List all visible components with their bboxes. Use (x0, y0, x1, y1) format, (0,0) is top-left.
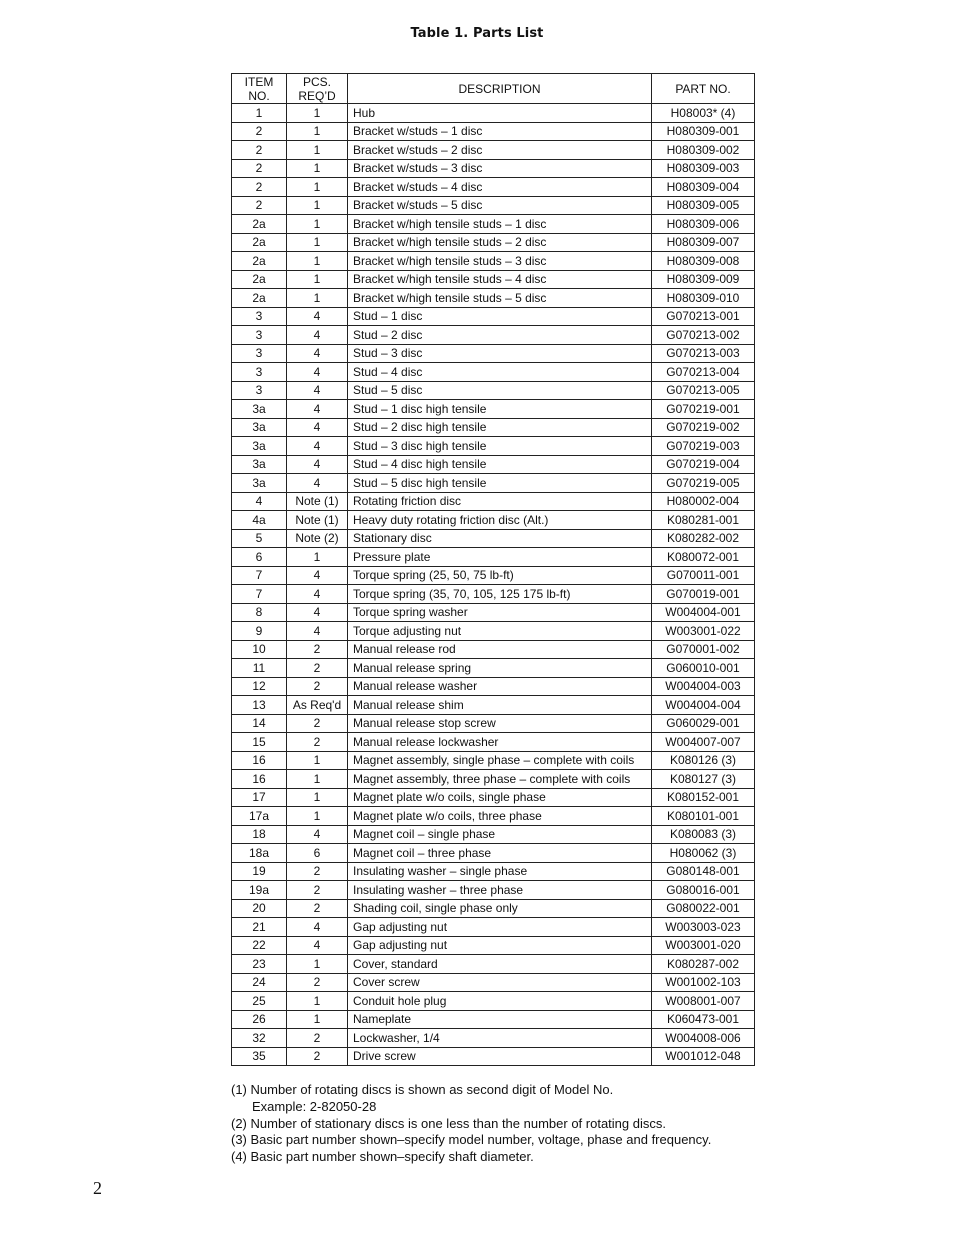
item-no-cell: 21 (232, 918, 287, 937)
description-cell: Bracket w/studs – 3 disc (348, 159, 652, 178)
table-row (232, 492, 755, 511)
pcs-reqd-cell: 4 (287, 381, 348, 400)
item-no-cell: 2 (232, 141, 287, 160)
pcs-reqd-cell: 1 (287, 807, 348, 826)
item-no-cell: 2 (232, 178, 287, 197)
table-row (232, 307, 755, 326)
part-no-cell: G070219-005 (652, 474, 755, 493)
description-cell: Bracket w/studs – 4 disc (348, 178, 652, 197)
item-no-cell: 13 (232, 696, 287, 715)
part-no-cell: G080022-001 (652, 899, 755, 918)
description-cell: Torque spring (35, 70, 105, 125 175 lb-ft) (348, 585, 652, 604)
part-no-cell: K080152-001 (652, 788, 755, 807)
description-cell: Manual release rod (348, 640, 652, 659)
table-row (232, 918, 755, 937)
pcs-reqd-cell: 4 (287, 585, 348, 604)
item-no-cell: 5 (232, 529, 287, 548)
page-number: 2 (93, 1178, 102, 1198)
part-no-cell: G070213-002 (652, 326, 755, 345)
part-no-cell: H080309-003 (652, 159, 755, 178)
pcs-reqd-cell: 1 (287, 122, 348, 141)
table-row (232, 1047, 755, 1066)
description-cell: Stud – 4 disc (348, 363, 652, 382)
part-no-cell: H080309-010 (652, 289, 755, 308)
table-row (232, 733, 755, 752)
table-row (232, 899, 755, 918)
part-no-cell: W004007-007 (652, 733, 755, 752)
item-no-cell: 3a (232, 437, 287, 456)
description-cell: Magnet coil – single phase (348, 825, 652, 844)
table-row (232, 566, 755, 585)
description-cell: Conduit hole plug (348, 992, 652, 1011)
item-no-cell: 16 (232, 751, 287, 770)
table-row (232, 159, 755, 178)
pcs-reqd-cell: Note (1) (287, 511, 348, 530)
table-row (232, 270, 755, 289)
item-no-cell: 24 (232, 973, 287, 992)
item-no-cell: 4 (232, 492, 287, 511)
table-row (232, 437, 755, 456)
part-no-cell: W003003-023 (652, 918, 755, 937)
table-row (232, 714, 755, 733)
description-cell: Manual release washer (348, 677, 652, 696)
pcs-reqd-cell: 1 (287, 104, 348, 123)
column-header-description: DESCRIPTION (348, 74, 652, 104)
pcs-reqd-cell: 6 (287, 844, 348, 863)
item-no-cell: 2a (232, 215, 287, 234)
pcs-reqd-cell: 4 (287, 918, 348, 937)
part-no-cell: H080309-005 (652, 196, 755, 215)
part-no-cell: G070219-001 (652, 400, 755, 419)
part-no-cell: G070213-004 (652, 363, 755, 382)
table-row (232, 603, 755, 622)
description-cell: Pressure plate (348, 548, 652, 567)
pcs-reqd-cell: 1 (287, 548, 348, 567)
pcs-reqd-cell: 1 (287, 141, 348, 160)
item-no-cell: 8 (232, 603, 287, 622)
description-cell: Rotating friction disc (348, 492, 652, 511)
footnote-2: (2) Number of stationary discs is one less than the number of rotating discs. (231, 1115, 666, 1131)
part-no-cell: G070019-001 (652, 585, 755, 604)
footnote-4: (4) Basic part number shown–specify shaft diameter. (231, 1149, 534, 1165)
table-row (232, 622, 755, 641)
description-cell: Bracket w/high tensile studs – 2 disc (348, 233, 652, 252)
pcs-reqd-cell: 4 (287, 400, 348, 419)
item-no-cell: 18 (232, 825, 287, 844)
pcs-reqd-cell: 4 (287, 455, 348, 474)
table-row (232, 104, 755, 123)
pcs-reqd-cell: 2 (287, 862, 348, 881)
table-row (232, 344, 755, 363)
item-no-cell: 32 (232, 1029, 287, 1048)
description-cell: Nameplate (348, 1010, 652, 1029)
pcs-reqd-cell: 4 (287, 603, 348, 622)
description-cell: Insulating washer – single phase (348, 862, 652, 881)
item-no-cell: 1 (232, 104, 287, 123)
pcs-reqd-cell: 4 (287, 418, 348, 437)
pcs-reqd-cell: 2 (287, 659, 348, 678)
part-no-cell: H080062 (3) (652, 844, 755, 863)
description-cell: Lockwasher, 1/4 (348, 1029, 652, 1048)
table-row (232, 881, 755, 900)
footnote-3: (3) Basic part number shown–specify model number, voltage, phase and frequency. (231, 1132, 712, 1148)
table-row (232, 1010, 755, 1029)
pcs-reqd-cell: 1 (287, 770, 348, 789)
footnote-1-example: Example: 2-82050-28 (252, 1098, 377, 1114)
parts-table-body (232, 104, 755, 1066)
item-no-cell: 3 (232, 307, 287, 326)
item-no-cell: 23 (232, 955, 287, 974)
item-no-cell: 2a (232, 289, 287, 308)
item-no-cell: 20 (232, 899, 287, 918)
part-no-cell: W004004-001 (652, 603, 755, 622)
item-no-cell: 22 (232, 936, 287, 955)
table-row (232, 400, 755, 419)
table-row (232, 455, 755, 474)
part-no-cell: H080309-004 (652, 178, 755, 197)
part-no-cell: W008001-007 (652, 992, 755, 1011)
table-row (232, 529, 755, 548)
pcs-reqd-cell: 4 (287, 437, 348, 456)
pcs-reqd-cell: 1 (287, 1010, 348, 1029)
table-row (232, 474, 755, 493)
part-no-cell: G070011-001 (652, 566, 755, 585)
part-no-cell: G070213-005 (652, 381, 755, 400)
pcs-reqd-cell: 4 (287, 566, 348, 585)
item-no-cell: 12 (232, 677, 287, 696)
part-no-cell: W003001-022 (652, 622, 755, 641)
column-header-item-no: ITEM NO. (232, 74, 287, 104)
part-no-cell: G070219-002 (652, 418, 755, 437)
pcs-reqd-cell: 2 (287, 881, 348, 900)
item-no-cell: 25 (232, 992, 287, 1011)
description-cell: Stud – 2 disc (348, 326, 652, 345)
table-title: Table 1. Parts List (410, 26, 544, 41)
item-no-cell: 2 (232, 196, 287, 215)
description-cell: Stud – 3 disc (348, 344, 652, 363)
description-cell: Manual release spring (348, 659, 652, 678)
part-no-cell: W003001-020 (652, 936, 755, 955)
item-no-cell: 15 (232, 733, 287, 752)
part-no-cell: G060010-001 (652, 659, 755, 678)
item-no-cell: 35 (232, 1047, 287, 1066)
part-no-cell: K080072-001 (652, 548, 755, 567)
pcs-reqd-cell: 1 (287, 252, 348, 271)
part-no-cell: G070213-001 (652, 307, 755, 326)
pcs-reqd-cell: 1 (287, 159, 348, 178)
pcs-reqd-cell: 4 (287, 344, 348, 363)
part-no-cell: H080309-006 (652, 215, 755, 234)
part-no-cell: H080309-002 (652, 141, 755, 160)
pcs-reqd-cell: 1 (287, 788, 348, 807)
item-no-cell: 3 (232, 363, 287, 382)
description-cell: Gap adjusting nut (348, 918, 652, 937)
pcs-reqd-cell: 1 (287, 270, 348, 289)
part-no-cell: H08003* (4) (652, 104, 755, 123)
item-no-cell: 2a (232, 233, 287, 252)
pcs-reqd-cell: 2 (287, 899, 348, 918)
item-no-cell: 2a (232, 252, 287, 271)
item-no-cell: 3 (232, 381, 287, 400)
part-no-cell: H080309-008 (652, 252, 755, 271)
pcs-reqd-cell: 1 (287, 992, 348, 1011)
table-row (232, 1029, 755, 1048)
description-cell: Shading coil, single phase only (348, 899, 652, 918)
description-cell: Stud – 4 disc high tensile (348, 455, 652, 474)
pcs-reqd-cell: 1 (287, 215, 348, 234)
table-row (232, 585, 755, 604)
description-cell: Torque spring (25, 50, 75 lb-ft) (348, 566, 652, 585)
item-no-cell: 7 (232, 566, 287, 585)
description-cell: Bracket w/studs – 5 disc (348, 196, 652, 215)
pcs-reqd-cell: 4 (287, 326, 348, 345)
part-no-cell: K080287-002 (652, 955, 755, 974)
description-cell: Heavy duty rotating friction disc (Alt.) (348, 511, 652, 530)
item-no-cell: 19 (232, 862, 287, 881)
description-cell: Stud – 5 disc (348, 381, 652, 400)
column-header-pcs-reqd: PCS. REQ’D (287, 74, 348, 104)
description-cell: Torque adjusting nut (348, 622, 652, 641)
table-row (232, 862, 755, 881)
pcs-reqd-cell: 4 (287, 622, 348, 641)
description-cell: Gap adjusting nut (348, 936, 652, 955)
description-cell: Bracket w/studs – 2 disc (348, 141, 652, 160)
part-no-cell: K080282-002 (652, 529, 755, 548)
pcs-reqd-cell: As Req'd (287, 696, 348, 715)
description-cell: Manual release shim (348, 696, 652, 715)
item-no-cell: 26 (232, 1010, 287, 1029)
table-row (232, 640, 755, 659)
table-row (232, 215, 755, 234)
item-no-cell: 19a (232, 881, 287, 900)
part-no-cell: K080127 (3) (652, 770, 755, 789)
table-row (232, 696, 755, 715)
description-cell: Bracket w/studs – 1 disc (348, 122, 652, 141)
item-no-cell: 3a (232, 400, 287, 419)
parts-table (231, 73, 755, 1066)
part-no-cell: G080148-001 (652, 862, 755, 881)
pcs-reqd-cell: Note (2) (287, 529, 348, 548)
table-row (232, 381, 755, 400)
description-cell: Bracket w/high tensile studs – 5 disc (348, 289, 652, 308)
part-no-cell: W004004-003 (652, 677, 755, 696)
description-cell: Magnet plate w/o coils, three phase (348, 807, 652, 826)
part-no-cell: W001012-048 (652, 1047, 755, 1066)
part-no-cell: H080002-004 (652, 492, 755, 511)
item-no-cell: 2 (232, 159, 287, 178)
description-cell: Stud – 2 disc high tensile (348, 418, 652, 437)
table-row (232, 770, 755, 789)
description-cell: Bracket w/high tensile studs – 4 disc (348, 270, 652, 289)
table-row (232, 141, 755, 160)
item-no-cell: 6 (232, 548, 287, 567)
table-row (232, 289, 755, 308)
description-cell: Cover, standard (348, 955, 652, 974)
part-no-cell: K080083 (3) (652, 825, 755, 844)
table-row (232, 973, 755, 992)
part-no-cell: H080309-001 (652, 122, 755, 141)
table-row (232, 326, 755, 345)
table-row (232, 751, 755, 770)
description-cell: Stud – 1 disc high tensile (348, 400, 652, 419)
column-header-part-no: PART NO. (652, 74, 755, 104)
description-cell: Magnet assembly, single phase – complete with coils (348, 751, 652, 770)
part-no-cell: H080309-007 (652, 233, 755, 252)
item-no-cell: 16 (232, 770, 287, 789)
table-row (232, 548, 755, 567)
part-no-cell: K080281-001 (652, 511, 755, 530)
part-no-cell: G080016-001 (652, 881, 755, 900)
footnotes (231, 1082, 831, 1166)
description-cell: Stud – 5 disc high tensile (348, 474, 652, 493)
table-row (232, 178, 755, 197)
table-row (232, 825, 755, 844)
part-no-cell: G070219-003 (652, 437, 755, 456)
description-cell: Magnet coil – three phase (348, 844, 652, 863)
pcs-reqd-cell: 1 (287, 751, 348, 770)
part-no-cell: W004008-006 (652, 1029, 755, 1048)
pcs-reqd-cell: 1 (287, 289, 348, 308)
pcs-reqd-cell: 2 (287, 733, 348, 752)
table-row (232, 418, 755, 437)
item-no-cell: 17a (232, 807, 287, 826)
pcs-reqd-cell: 1 (287, 178, 348, 197)
table-row (232, 122, 755, 141)
description-cell: Drive screw (348, 1047, 652, 1066)
pcs-reqd-cell: 4 (287, 825, 348, 844)
part-no-cell: G070219-004 (652, 455, 755, 474)
part-no-cell: G070213-003 (652, 344, 755, 363)
item-no-cell: 3 (232, 344, 287, 363)
pcs-reqd-cell: 4 (287, 307, 348, 326)
pcs-reqd-cell: 2 (287, 973, 348, 992)
table-row (232, 252, 755, 271)
item-no-cell: 18a (232, 844, 287, 863)
table-row (232, 844, 755, 863)
pcs-reqd-cell: Note (1) (287, 492, 348, 511)
item-no-cell: 7 (232, 585, 287, 604)
table-row (232, 511, 755, 530)
table-row (232, 807, 755, 826)
description-cell: Magnet plate w/o coils, single phase (348, 788, 652, 807)
part-no-cell: K080101-001 (652, 807, 755, 826)
description-cell: Stud – 3 disc high tensile (348, 437, 652, 456)
pcs-reqd-cell: 2 (287, 1047, 348, 1066)
item-no-cell: 17 (232, 788, 287, 807)
item-no-cell: 3 (232, 326, 287, 345)
table-row (232, 363, 755, 382)
table-row (232, 677, 755, 696)
item-no-cell: 10 (232, 640, 287, 659)
item-no-cell: 9 (232, 622, 287, 641)
table-row (232, 233, 755, 252)
item-no-cell: 2a (232, 270, 287, 289)
description-cell: Hub (348, 104, 652, 123)
part-no-cell: G060029-001 (652, 714, 755, 733)
pcs-reqd-cell: 2 (287, 677, 348, 696)
item-no-cell: 2 (232, 122, 287, 141)
pcs-reqd-cell: 2 (287, 1029, 348, 1048)
description-cell: Insulating washer – three phase (348, 881, 652, 900)
item-no-cell: 14 (232, 714, 287, 733)
description-cell: Manual release lockwasher (348, 733, 652, 752)
part-no-cell: K080126 (3) (652, 751, 755, 770)
table-row (232, 936, 755, 955)
part-no-cell: K060473-001 (652, 1010, 755, 1029)
pcs-reqd-cell: 2 (287, 714, 348, 733)
pcs-reqd-cell: 1 (287, 955, 348, 974)
table-row (232, 788, 755, 807)
table-header-row (232, 74, 755, 104)
pcs-reqd-cell: 4 (287, 363, 348, 382)
pcs-reqd-cell: 1 (287, 233, 348, 252)
description-cell: Stationary disc (348, 529, 652, 548)
table-row (232, 955, 755, 974)
footnote-1: (1) Number of rotating discs is shown as second digit of Model No. (231, 1082, 614, 1097)
description-cell: Bracket w/high tensile studs – 3 disc (348, 252, 652, 271)
table-row (232, 196, 755, 215)
description-cell: Magnet assembly, three phase – complete with coils (348, 770, 652, 789)
part-no-cell: G070001-002 (652, 640, 755, 659)
part-no-cell: W001002-103 (652, 973, 755, 992)
item-no-cell: 3a (232, 474, 287, 493)
item-no-cell: 3a (232, 418, 287, 437)
item-no-cell: 4a (232, 511, 287, 530)
pcs-reqd-cell: 4 (287, 474, 348, 493)
description-cell: Stud – 1 disc (348, 307, 652, 326)
part-no-cell: W004004-004 (652, 696, 755, 715)
pcs-reqd-cell: 2 (287, 640, 348, 659)
description-cell: Cover screw (348, 973, 652, 992)
description-cell: Torque spring washer (348, 603, 652, 622)
pcs-reqd-cell: 1 (287, 196, 348, 215)
part-no-cell: H080309-009 (652, 270, 755, 289)
table-row (232, 992, 755, 1011)
item-no-cell: 11 (232, 659, 287, 678)
description-cell: Bracket w/high tensile studs – 1 disc (348, 215, 652, 234)
pcs-reqd-cell: 4 (287, 936, 348, 955)
table-row (232, 659, 755, 678)
item-no-cell: 3a (232, 455, 287, 474)
description-cell: Manual release stop screw (348, 714, 652, 733)
